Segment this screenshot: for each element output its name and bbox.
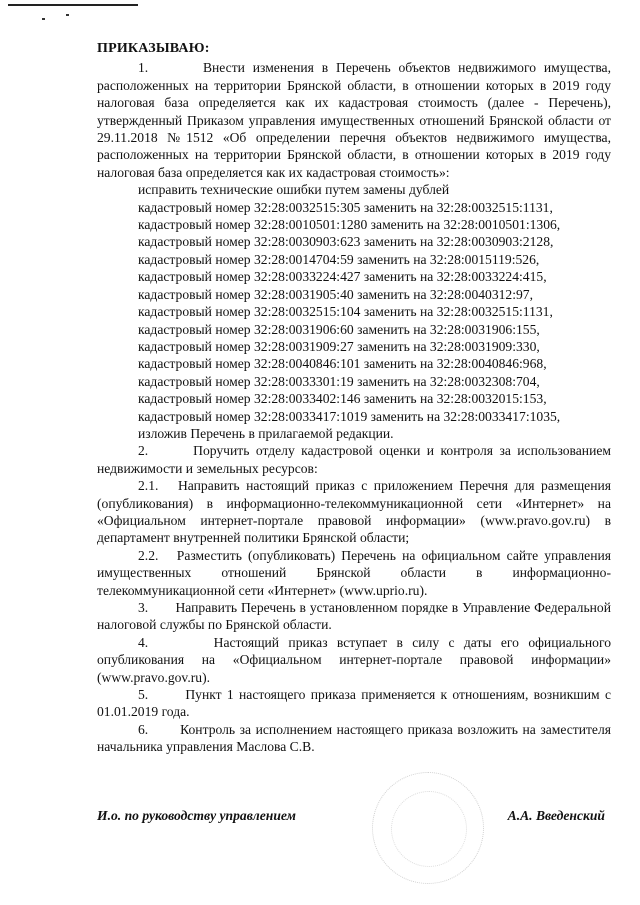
replacement-item: кадастровый номер 32:28:0031909:27 заменить на 32:28:0031909:330, — [138, 338, 540, 354]
replacement-intro: исправить технические ошибки путем замены дублей — [138, 182, 450, 198]
document-body — [97, 40, 611, 756]
faded-stamp — [372, 772, 484, 884]
signer-title: И.о. по руководству управлением — [97, 808, 296, 823]
paragraph-2-1: 2.1. Направить настоящий приказ с приложением Перечня для размещения (опубликования) в информационно-телекоммуникационной сети «Интернет» на «Официальном интернет-портале правовой информации» (www.pravo.gov.ru) в департамент внутренней политики Брянской области; — [97, 478, 611, 546]
replacement-item: кадастровый номер 32:28:0033301:19 заменить на 32:28:0032308:704, — [138, 373, 540, 389]
replacement-item: кадастровый номер 32:28:0040846:101 заменить на 32:28:0040846:968, — [138, 356, 547, 372]
replacement-item: кадастровый номер 32:28:0033417:1019 заменить на 32:28:0033417:1035, — [138, 408, 561, 424]
paragraph-2: 2. Поручить отделу кадастровой оценки и контроля за использованием недвижимости и земельных ресурсов: — [97, 443, 611, 476]
scan-speck — [66, 14, 69, 16]
scan-edge-line — [8, 4, 138, 6]
scan-speck — [42, 18, 45, 20]
paragraph-1: 1. Внести изменения в Перечень объектов недвижимого имущества, расположенных на территории Брянской области, в отношении которых в 2019 году налоговая база определяется как их кадастровая стоимость (далее - Перечень), утвержденный Приказом управления имущественных отношений Брянской области от 29.11.2018 №1512 «Об определении перечня объектов недвижимого имущества, расположенных на территории Брянской области, в отношении которых в 2019 году налоговая база определяется как их кадастровая стоимость»: — [97, 60, 611, 180]
replacement-item: кадастровый номер 32:28:0032515:305 заменить на 32:28:0032515:1131, — [138, 199, 553, 215]
replacement-closing: изложив Перечень в прилагаемой редакции. — [138, 425, 394, 441]
paragraph-5: 5. Пункт 1 настоящего приказа применяется к отношениям, возникшим с 01.01.2019 года. — [97, 687, 611, 720]
replacement-item: кадастровый номер 32:28:0031906:60 заменить на 32:28:0031906:155, — [138, 321, 540, 337]
replacement-item: кадастровый номер 32:28:0030903:623 заменить на 32:28:0030903:2128, — [138, 234, 554, 250]
replacement-item: кадастровый номер 32:28:0010501:1280 заменить на 32:28:0010501:1306, — [138, 217, 561, 233]
order-heading: ПРИКАЗЫВАЮ: — [97, 41, 210, 56]
faded-stamp-inner-ring — [391, 791, 467, 867]
paragraph-4: 4. Настоящий приказ вступает в силу с даты его официального опубликования на «Официальном интернет-портале правовой информации» (www.pravo.gov.ru). — [97, 634, 611, 685]
replacement-list — [97, 199, 611, 425]
replacement-item: кадастровый номер 32:28:0033402:146 заменить на 32:28:0032015:153, — [138, 391, 547, 407]
signer-name: А.А. Введенский — [507, 808, 605, 823]
paragraph-3: 3. Направить Перечень в установленном порядке в Управление Федеральной налоговой службы по Брянской области. — [97, 600, 611, 633]
paragraph-6: 6. Контроль за исполнением настоящего приказа возложить на заместителя начальника управления Маслова С.В. — [97, 721, 611, 755]
paragraph-2-2: 2.2. Разместить (опубликовать) Перечень на официальном сайте управления имущественных отношений Брянской области в информационно-телекоммуникационной сети «Интернет» (www.uprio.ru). — [97, 547, 611, 598]
replacement-item: кадастровый номер 32:28:0032515:104 заменить на 32:28:0032515:1131, — [138, 304, 553, 320]
replacement-item: кадастровый номер 32:28:0031905:40 заменить на 32:28:0040312:97, — [138, 286, 533, 302]
replacement-item: кадастровый номер 32:28:0014704:59 заменить на 32:28:0015119:526, — [138, 251, 540, 267]
replacement-item: кадастровый номер 32:28:0033224:427 заменить на 32:28:0033224:415, — [138, 269, 547, 285]
